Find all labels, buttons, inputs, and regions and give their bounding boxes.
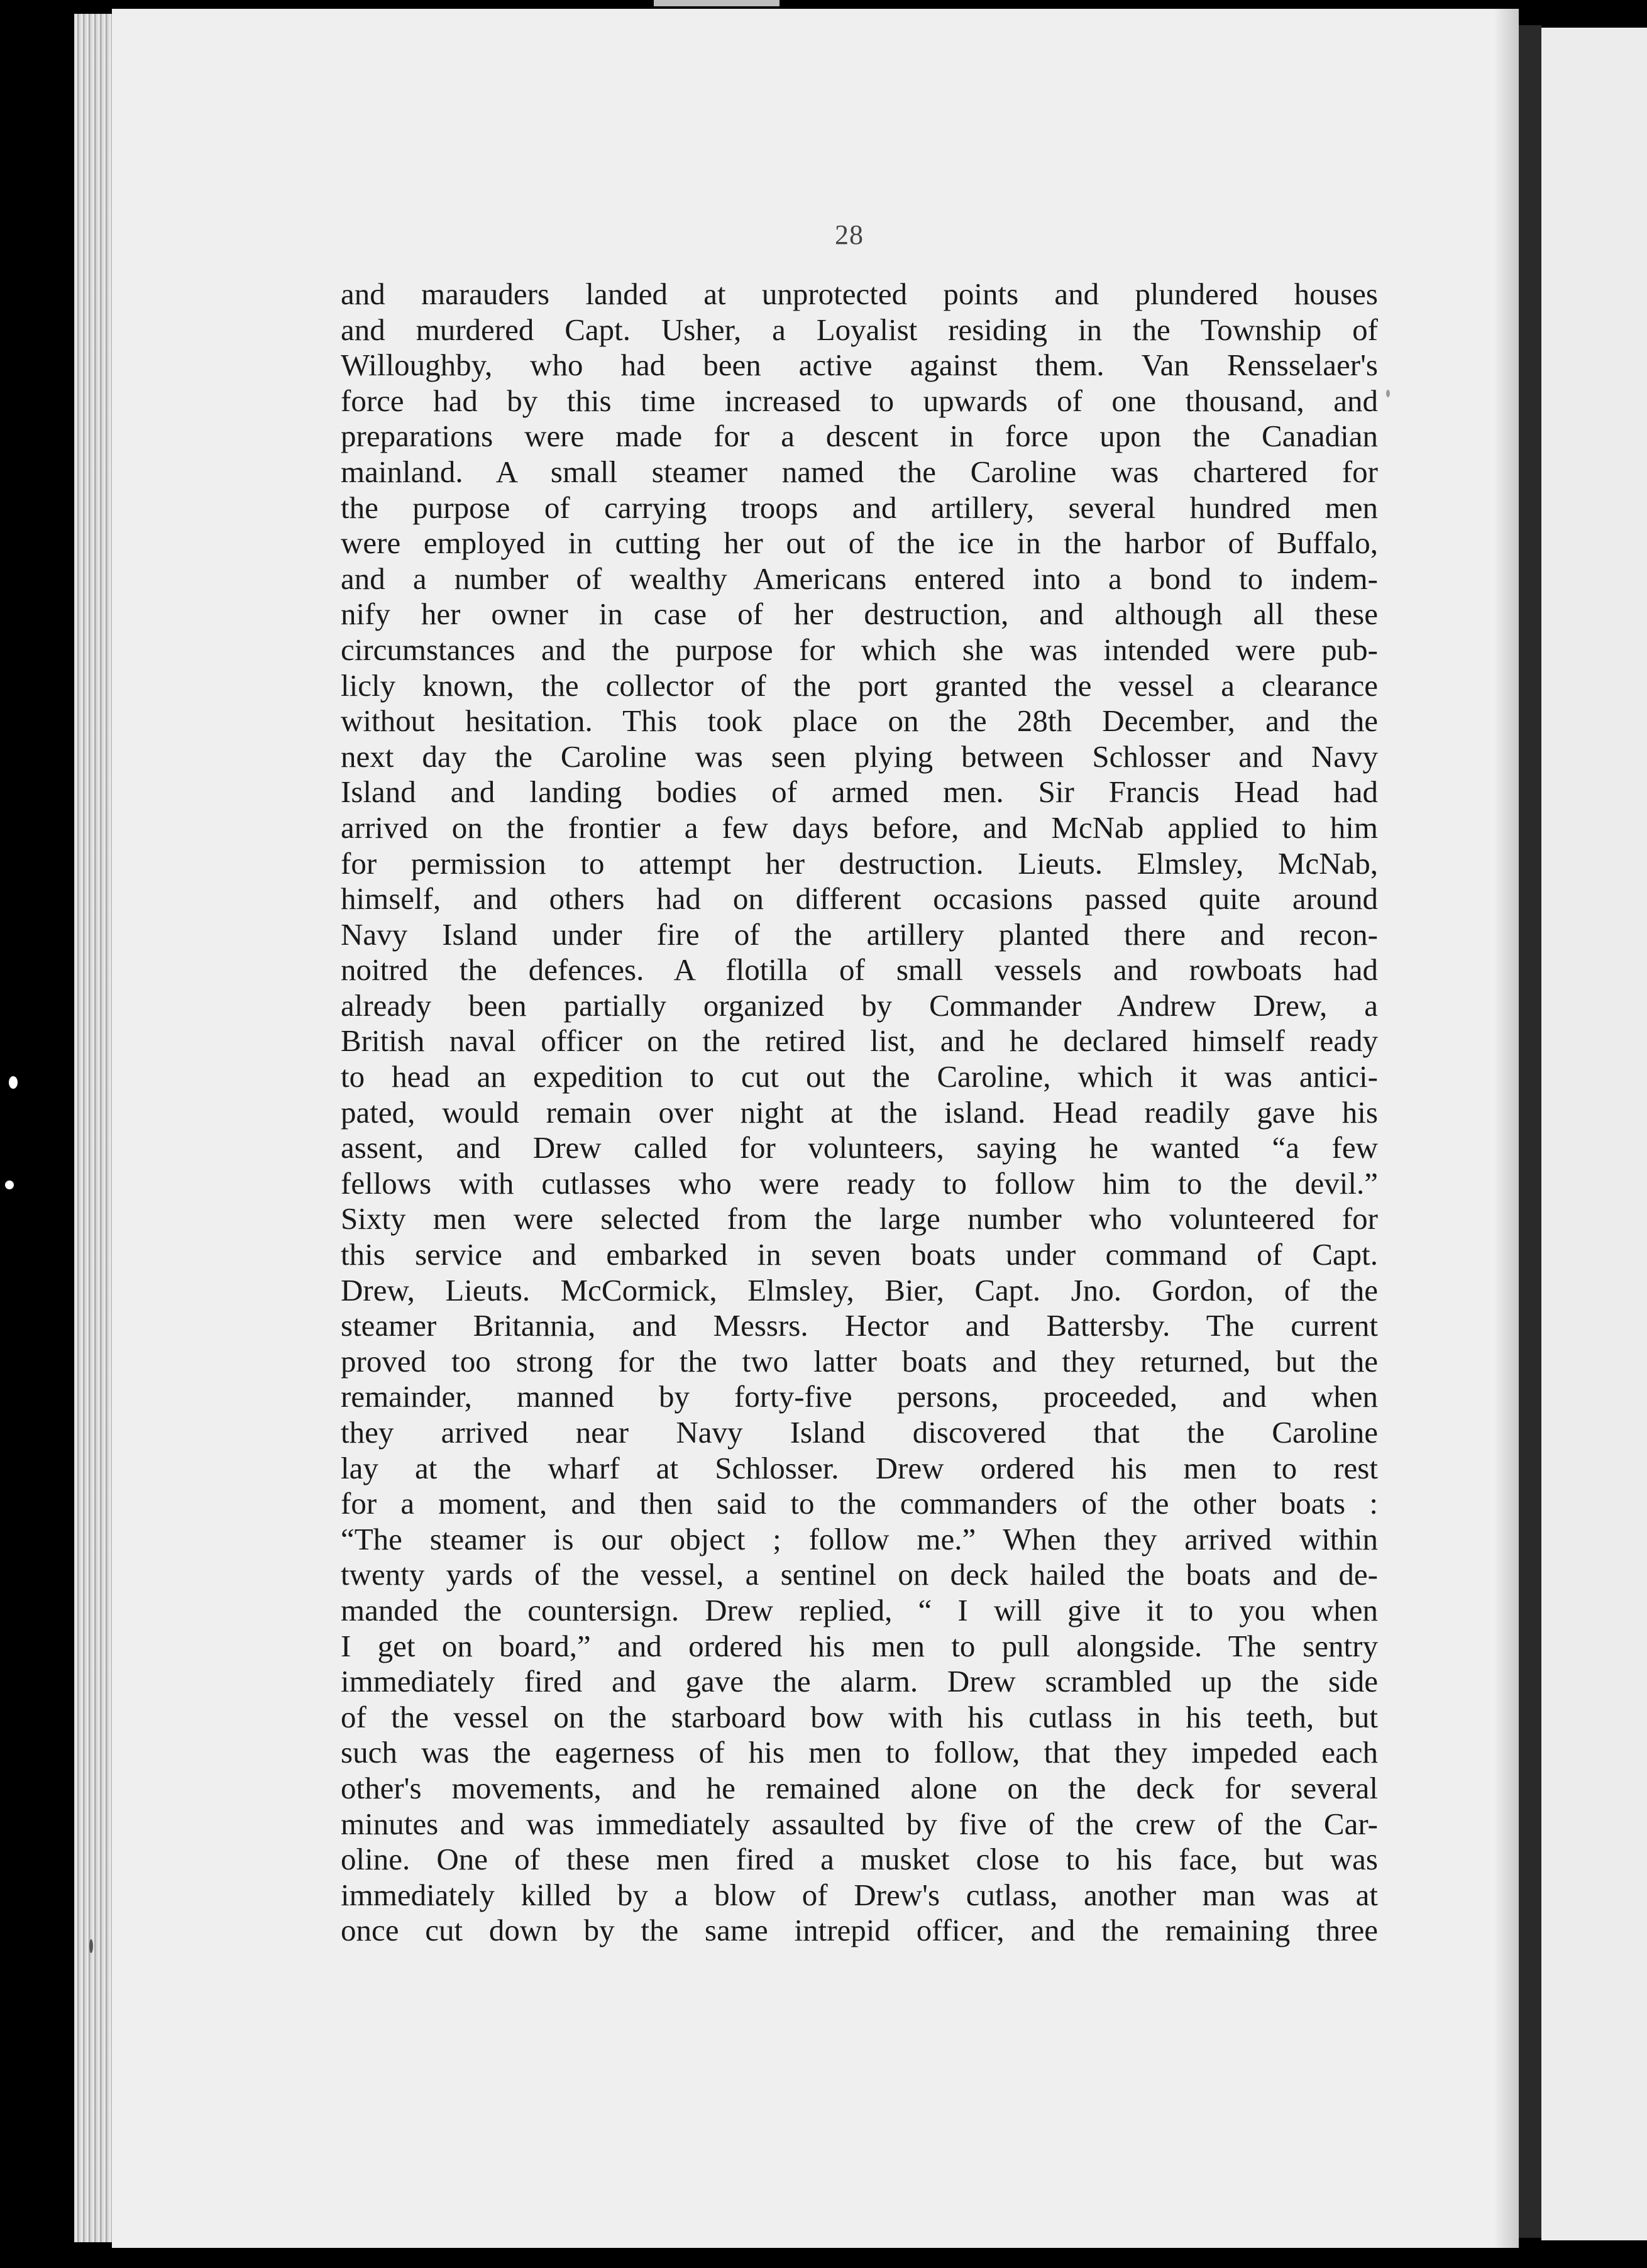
text-line: preparations were made for a descent in force upon the Canadian	[341, 419, 1378, 454]
text-line: lay at the wharf at Schlosser. Drew ordered his men to rest	[341, 1450, 1378, 1485]
text-line: they arrived near Navy Island discovered that the Caroline	[341, 1415, 1378, 1450]
text-line: and murdered Capt. Usher, a Loyalist residing in the Township of	[341, 312, 1378, 347]
text-line: force had by this time increased to upwards of one thousand, and	[341, 383, 1378, 418]
text-line: pated, would remain over night at the island. Head readily gave his	[341, 1094, 1378, 1130]
text-line: licly known, the collector of the port granted the vessel a clearance	[341, 668, 1378, 703]
text-line: minutes and was immediately assaulted by five of the crew of the Car-	[341, 1806, 1378, 1841]
text-line: other's movements, and he remained alone on the deck for several	[341, 1770, 1378, 1805]
text-line: of the vessel on the starboard bow with his cutlass in his teeth, but	[341, 1699, 1378, 1734]
text-line: once cut down by the same intrepid officer, and the remaining three	[341, 1913, 1378, 1948]
text-line: and a number of wealthy Americans entered into a bond to indem-	[341, 561, 1378, 596]
page-body-text	[341, 277, 1378, 1949]
text-line: such was the eagerness of his men to follow, that they impeded each	[341, 1735, 1378, 1770]
text-line: “The steamer is our object ; follow me.” When they arrived within	[341, 1521, 1378, 1556]
text-line: Willoughby, who had been active against them. Van Rensselaer's	[341, 348, 1378, 383]
scan-speck	[5, 1181, 14, 1189]
text-line: Drew, Lieuts. McCormick, Elmsley, Bier, Capt. Jno. Gordon, of the	[341, 1272, 1378, 1307]
text-line: fellows with cutlasses who were ready to follow him to the devil.”	[341, 1165, 1378, 1201]
text-line: twenty yards of the vessel, a sentinel on deck hailed the boats and de-	[341, 1557, 1378, 1592]
text-line: for permission to attempt her destruction. Lieuts. Elmsley, McNab,	[341, 845, 1378, 881]
facing-page-edge	[1541, 28, 1647, 2240]
scan-speck	[1386, 390, 1390, 397]
text-line: Sixty men were selected from the large number who volunteered for	[341, 1201, 1378, 1236]
text-line: noitred the defences. A flotilla of small vessels and rowboats had	[341, 952, 1378, 988]
text-line: manded the countersign. Drew replied, “ I will give it to you when	[341, 1592, 1378, 1627]
text-line: next day the Caroline was seen plying between Schlosser and Navy	[341, 739, 1378, 774]
text-line: already been partially organized by Commander Andrew Drew, a	[341, 988, 1378, 1023]
text-line: assent, and Drew called for volunteers, saying he wanted “a few	[341, 1130, 1378, 1165]
text-line: Island and landing bodies of armed men. Sir Francis Head had	[341, 774, 1378, 810]
page-number: 28	[835, 219, 864, 250]
text-line: himself, and others had on different occasions passed quite around	[341, 881, 1378, 917]
scan-speck	[9, 1076, 18, 1089]
text-line: were employed in cutting her out of the ice in the harbor of Buffalo,	[341, 526, 1378, 561]
top-edge-mark	[654, 0, 779, 6]
text-line: oline. One of these men fired a musket close to his face, but was	[341, 1842, 1378, 1877]
text-line: nify her owner in case of her destruction, and although all these	[341, 597, 1378, 632]
text-line: steamer Britannia, and Messrs. Hector and Battersby. The current	[341, 1308, 1378, 1343]
book-binding	[1519, 25, 1541, 2238]
text-line: the purpose of carrying troops and artillery, several hundred men	[341, 490, 1378, 525]
text-line: proved too strong for the two latter boats and they returned, but the	[341, 1343, 1378, 1379]
gutter-shadow	[1494, 9, 1519, 2248]
text-line: and marauders landed at unprotected points and plundered houses	[341, 277, 1378, 311]
text-line: arrived on the frontier a few days before, and McNab applied to him	[341, 810, 1378, 845]
text-line: British naval officer on the retired list, and he declared himself ready	[341, 1023, 1378, 1059]
text-line: for a moment, and then said to the commanders of the other boats :	[341, 1486, 1378, 1521]
text-line: remainder, manned by forty-five persons, proceeded, and when	[341, 1379, 1378, 1414]
book-page-edges	[74, 14, 113, 2242]
text-line: mainland. A small steamer named the Caroline was chartered for	[341, 454, 1378, 489]
text-line: to head an expedition to cut out the Caroline, which it was antici-	[341, 1059, 1378, 1094]
text-line: circumstances and the purpose for which she was intended were pub-	[341, 632, 1378, 667]
text-line: I get on board,” and ordered his men to pull alongside. The sentry	[341, 1628, 1378, 1663]
text-line: Navy Island under fire of the artillery planted there and recon-	[341, 917, 1378, 952]
text-line: immediately killed by a blow of Drew's cutlass, another man was at	[341, 1877, 1378, 1912]
text-line: without hesitation. This took place on the 28th December, and the	[341, 703, 1378, 739]
text-line: this service and embarked in seven boats under command of Capt.	[341, 1237, 1378, 1272]
text-line: immediately fired and gave the alarm. Drew scrambled up the side	[341, 1664, 1378, 1699]
scan-speck	[89, 1939, 93, 1953]
